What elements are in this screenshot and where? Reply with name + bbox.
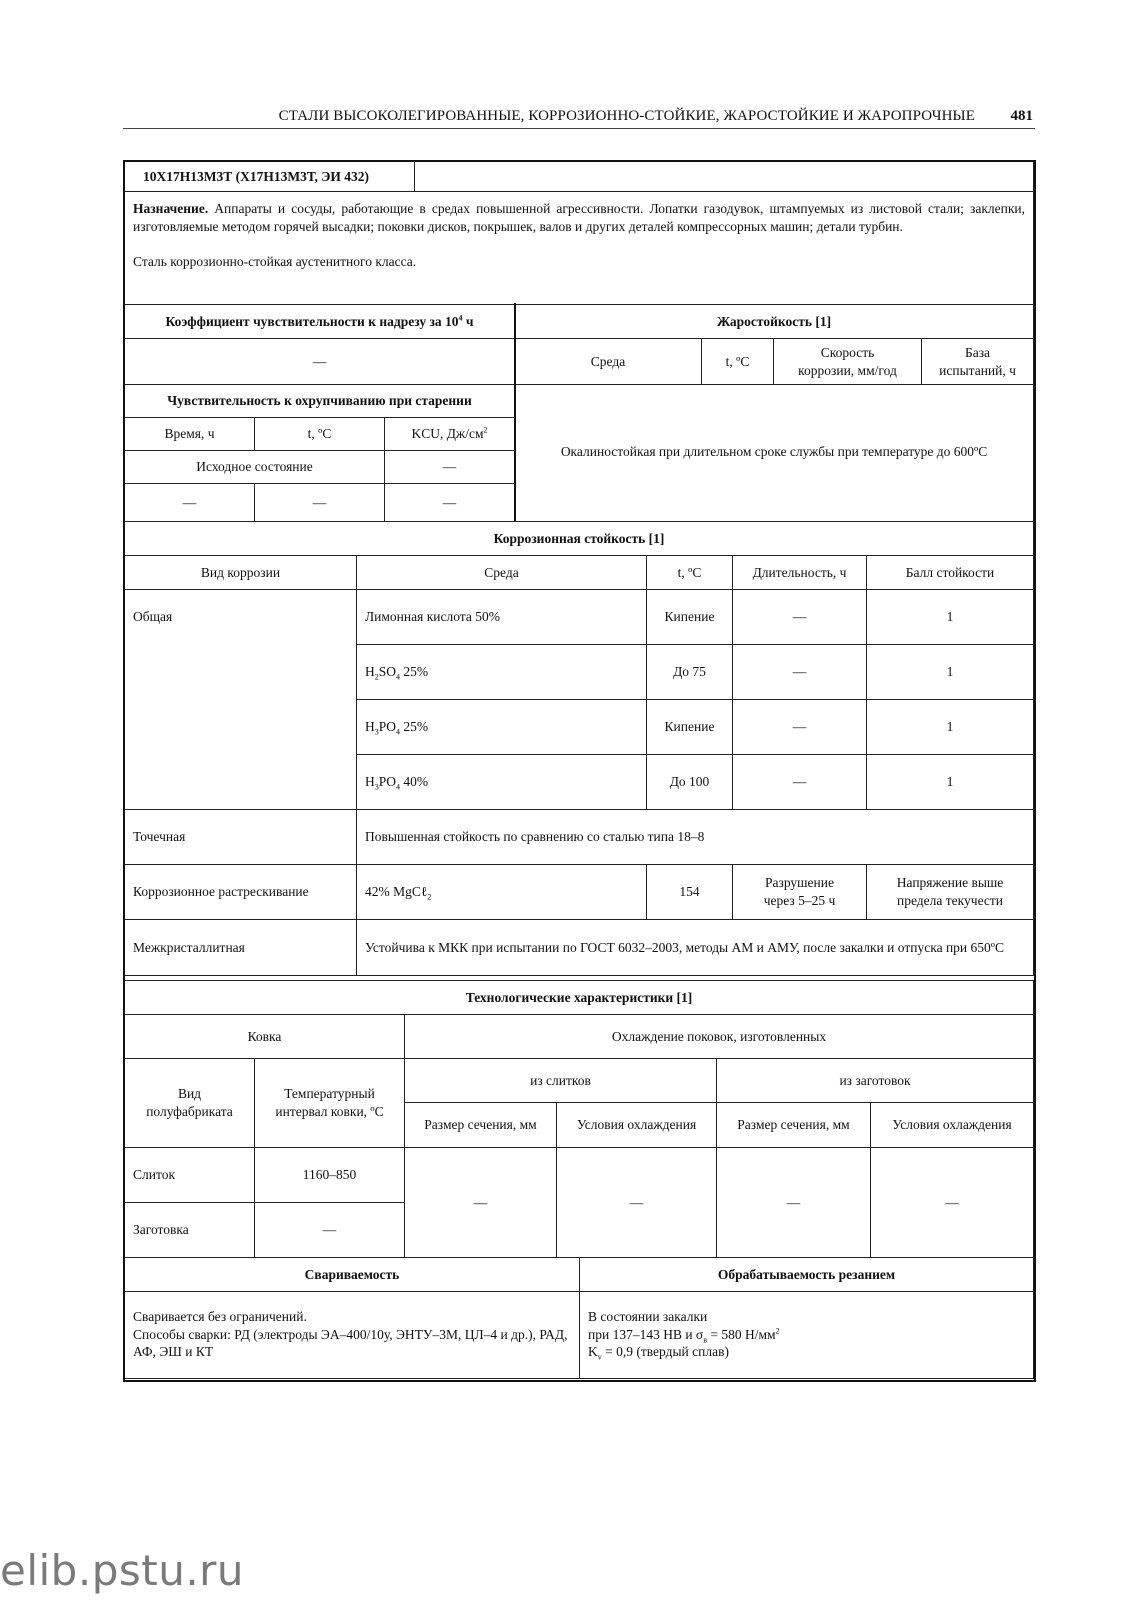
corrosion-score: 1 [867, 590, 1034, 645]
tech-cooling-value: — [871, 1148, 1034, 1258]
aging-initial-label: Исходное состояние [125, 451, 385, 484]
tech-forging: Ковка [125, 1015, 405, 1059]
corrosion-type-general: Общая [125, 590, 357, 810]
corrosion-t: Кипение [647, 590, 733, 645]
corrosion-duration: — [733, 755, 867, 810]
aging-title: Чувствительность к охрупчиванию при старении [125, 385, 515, 418]
aging-col-t: t, ºС [255, 418, 385, 451]
aging-cell: — [385, 484, 515, 522]
aging-col-kcu: KCU, $Дж/см^2$ [385, 418, 515, 451]
steel-class: Сталь коррозионно-стойкая аустенитного класса. [133, 254, 417, 270]
corrosion-scc-duration: Разрушение через 5–25 ч [733, 865, 867, 920]
heat-resistance-note: Окалиностойкая при длительном сроке службы при температуре до 600ºС [515, 385, 1034, 522]
machinability-line: В состоянии закалки [588, 1309, 708, 1324]
notch-aging-table [124, 304, 515, 522]
title-table [124, 161, 1034, 305]
corrosion-score: 1 [867, 645, 1034, 700]
tech-cooling: Охлаждение поковок, изготовленных [405, 1015, 1034, 1059]
aging-cell: — [125, 484, 255, 522]
corrosion-scc-score: Напряжение выше предела текучести [867, 865, 1034, 920]
corrosion-duration: — [733, 645, 867, 700]
running-header-title: СТАЛИ ВЫСОКОЛЕГИРОВАННЫЕ, КОРРОЗИОННО-СТОЙКИЕ, ЖАРОСТОЙКИЕ И ЖАРОПРОЧНЫЕ [278, 108, 975, 124]
heat-col-medium: Среда [515, 339, 702, 385]
tech-from-billets: из заготовок [717, 1059, 1034, 1103]
corrosion-col-type: Вид коррозии [125, 556, 357, 590]
corrosion-col-medium: Среда [357, 556, 647, 590]
corrosion-medium: $H_3PO_4$ 25% [357, 700, 647, 755]
tech-row-kind: Заготовка [125, 1203, 255, 1258]
tech-col-size: Размер сечения, мм [405, 1103, 557, 1148]
tech-row-interval: — [255, 1203, 405, 1258]
corrosion-type-scc: Коррозионное растрескивание [125, 865, 357, 920]
page-number: 481 [1010, 108, 1033, 124]
corrosion-table [124, 521, 1034, 976]
machinability-line: $K_v = 0,9$ (твердый сплав) [588, 1344, 729, 1362]
tech-row-kind: Слиток [125, 1148, 255, 1203]
notch-value: — [125, 339, 515, 385]
heat-col-t: t, ºС [702, 339, 774, 385]
tech-cooling-value: — [717, 1148, 871, 1258]
corrosion-scc-t: 154 [647, 865, 733, 920]
corrosion-medium: Лимонная кислота 50% [357, 590, 647, 645]
purpose-cell [125, 192, 1034, 305]
weldability-line: Способы сварки: РД (электроды ЭА–400/10у, ЭНТУ–3М, ЦЛ–4 и др.), РАД, АФ, ЭШ и КТ [133, 1326, 568, 1360]
corrosion-col-score: Балл стойкости [867, 556, 1034, 590]
corrosion-score: 1 [867, 755, 1034, 810]
tech-cooling-value: — [557, 1148, 717, 1258]
tech-col-size: Размер сечения, мм [717, 1103, 871, 1148]
aging-initial-value: — [385, 451, 515, 484]
tech-from-ingots: из слитков [405, 1059, 717, 1103]
tech-col-conditions: Условия охлаждения [557, 1103, 717, 1148]
corrosion-score: 1 [867, 700, 1034, 755]
heat-resistance-title: Жаростойкость [1] [515, 305, 1034, 339]
corrosion-type-intergranular: Межкристаллитная [125, 920, 357, 976]
corrosion-duration: — [733, 700, 867, 755]
heat-resistance-table [514, 304, 1034, 522]
corrosion-title: Коррозионная стойкость [1] [125, 522, 1034, 556]
corrosion-type-pitting: Точечная [125, 810, 357, 865]
tech-table [124, 980, 1034, 1258]
weldability-line: Сваривается без ограничений. [133, 1309, 307, 1324]
corrosion-pitting-text: Повышенная стойкость по сравнению со сталью типа 18–8 [357, 810, 1034, 865]
aging-cell: — [255, 484, 385, 522]
running-header [123, 104, 1035, 129]
machinability-title: Обрабатываемость резанием [580, 1258, 1034, 1292]
corrosion-duration: — [733, 590, 867, 645]
corrosion-intergranular-text: Устойчива к МКК при испытании по ГОСТ 6032–2003, методы АМ и АМУ, после закалки и отпуска при 650ºС [357, 920, 1034, 976]
purpose-label: Назначение. [133, 201, 209, 216]
aging-col-time: Время, ч [125, 418, 255, 451]
corrosion-col-duration: Длительность, ч [733, 556, 867, 590]
corrosion-medium: $H_3PO_4$ 40% [357, 755, 647, 810]
steel-grade: 10Х17Н13М3Т (Х17Н13М3Т, ЭИ 432) [125, 162, 415, 192]
tech-row-interval: 1160–850 [255, 1148, 405, 1203]
machinability-text [580, 1292, 1034, 1379]
corrosion-col-t: t, ºС [647, 556, 733, 590]
weldability-text [125, 1292, 580, 1379]
weld-machining-table [124, 1257, 1034, 1379]
corrosion-t: До 100 [647, 755, 733, 810]
purpose-text: Аппараты и сосуды, работающие в средах повышенной агрессивности. Лопатки газодувок, штампуемых из листовой стали; заклепки, изготовляемые методом горячей высадки; поковки дисков, покрышек, валов и других деталей компрессорных машин; детали турбин. [133, 201, 1025, 234]
tech-col-interval: Температурный интервал ковки, ºС [255, 1059, 405, 1148]
corrosion-medium: $H_2SO_4$ 25% [357, 645, 647, 700]
tech-col-conditions: Условия охлаждения [871, 1103, 1034, 1148]
tech-col-kind: Вид полуфабриката [125, 1059, 255, 1148]
notch-title: Коэффициент чувствительности к надрезу за $10^4$ ч [125, 305, 515, 339]
tech-cooling-value: — [405, 1148, 557, 1258]
heat-col-base: База испытаний, ч [922, 339, 1034, 385]
corrosion-t: Кипение [647, 700, 733, 755]
machinability-line: при 137–143 НВ и $\sigma_в = 580$ $Н/мм^2$ [588, 1326, 780, 1345]
heat-col-rate: Скорость коррозии, мм/год [774, 339, 922, 385]
corrosion-scc-medium: 42% MgCℓ$_2$ [357, 865, 647, 920]
tech-title: Технологические характеристики [1] [125, 981, 1034, 1015]
watermark: elib.pstu.ru [0, 1546, 245, 1595]
corrosion-t: До 75 [647, 645, 733, 700]
weldability-title: Свариваемость [125, 1258, 580, 1292]
